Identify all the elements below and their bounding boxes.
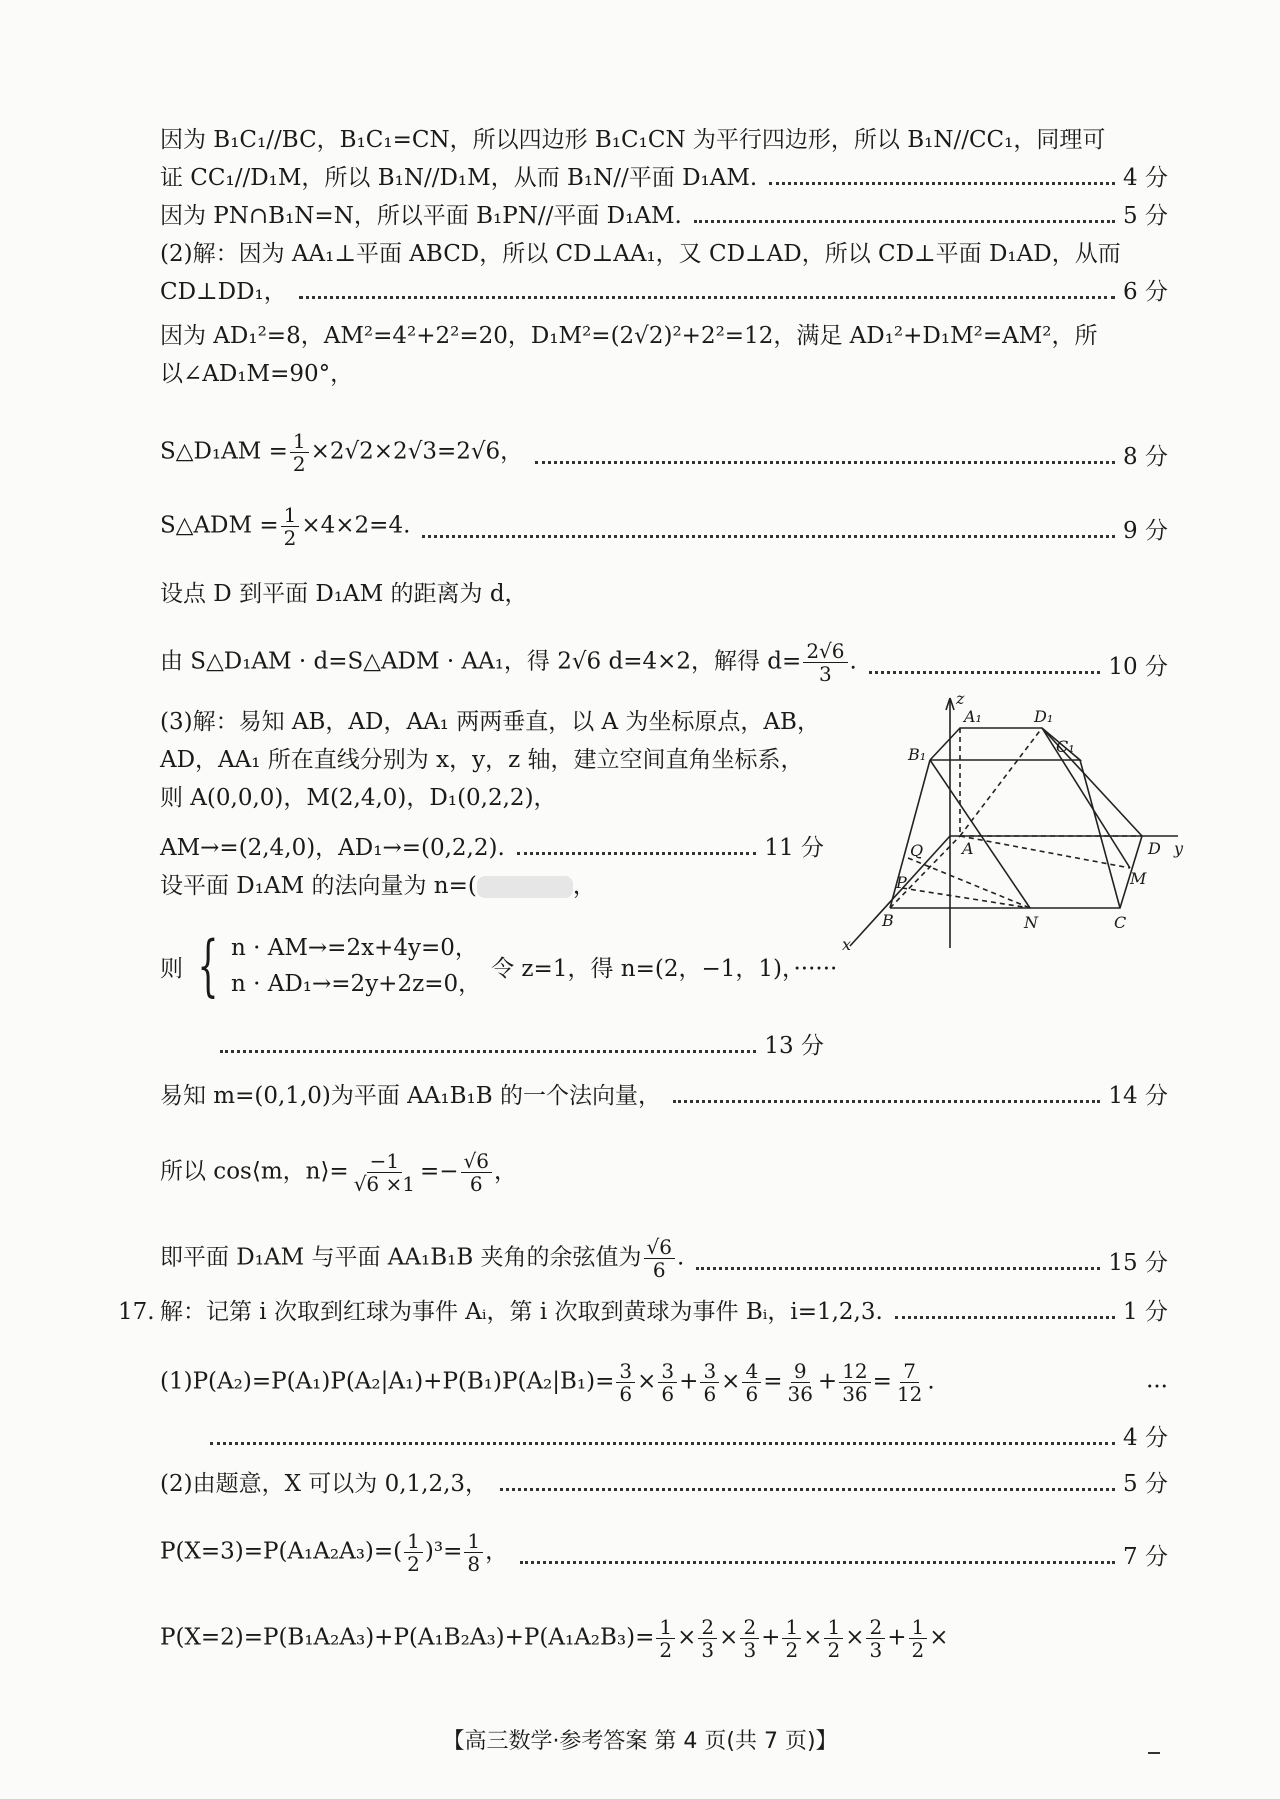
- leader-dots: [696, 1267, 1100, 1270]
- score: 1 分: [1123, 1299, 1168, 1325]
- label-A: A: [962, 839, 974, 858]
- line-2: 证 CC₁//D₁M，所以 B₁N//D₁M，从而 B₁N//平面 D₁AM. 4 分: [160, 160, 1168, 196]
- left-brace: {: [197, 927, 219, 1004]
- line-3: 因为 PN∩B₁N=N，所以平面 B₁PN//平面 D₁AM. 5 分: [160, 198, 1168, 234]
- score: 5 分: [1123, 1471, 1168, 1497]
- segment-AD1: [960, 728, 1042, 836]
- leader-dots: [500, 1488, 1115, 1491]
- fraction: $\frac{√6}{6}$: [461, 1150, 492, 1195]
- fraction: $\frac{4}{6}$: [742, 1360, 761, 1405]
- label-C1: C₁: [1056, 737, 1075, 756]
- label-A1: A₁: [964, 707, 982, 726]
- fraction: $\frac{-1}{√6 \times 1}$: [353, 1149, 415, 1196]
- leader-dots: [869, 671, 1101, 674]
- label-x: x: [842, 935, 852, 954]
- fraction: $\frac{2}{3}$: [740, 1616, 759, 1661]
- label-P: P: [896, 873, 907, 892]
- score: 14 分: [1108, 1083, 1168, 1109]
- label-D1: D₁: [1034, 707, 1054, 726]
- corner-mark: [1148, 1752, 1160, 1754]
- fraction: $\frac{12}{36}$: [839, 1360, 870, 1405]
- line-18: [220, 1028, 824, 1064]
- line-10: 设点 D 到平面 D₁AM 的距离为 d，: [160, 581, 528, 607]
- line-1: 因为 B₁C₁//BC，B₁C₁=CN，所以四边形 B₁C₁CN 为平行四边形，所以 B₁N//CC₁，同理可: [160, 127, 1106, 153]
- line-27: P(X=2)=P(B₁A₂A₃)+P(A₁B₂A₃)+P(A₁A₂B₃)= $\frac{1}{2}$ × $\frac{2}{3}$ × $\frac{2}{3}$ + $\frac{1}{2}$ × $\frac{1}{2}$ × $\frac{2}{3}$ + $\frac{1}{2}$ ×: [160, 1615, 949, 1662]
- blurred-region: [477, 876, 573, 898]
- segment-B1N: [930, 760, 1030, 908]
- fraction: $\frac{1}{2}$: [656, 1616, 675, 1661]
- score: 5 分: [1123, 203, 1168, 229]
- leader-dots: [895, 1316, 1115, 1319]
- label-y: y: [1174, 839, 1184, 858]
- segment-PN: [902, 888, 1030, 908]
- line-23: (1)P(A₂)=P(A₁)P(A₂|A₁)+P(B₁)P(A₂|B₁)= $\frac{3}{6}$ × $\frac{3}{6}$ + $\frac{3}{6}$ × $\frac{4}{6}$ = $\frac{9}{36}$ + $\frac{12}{36}$ = $\frac{7}{12}$ . ···: [160, 1359, 1168, 1406]
- leader-dots: [520, 1561, 1115, 1564]
- line-8: S△D₁AM = $\frac{1}{2}$ ×2√2×2√3=2√6， 8 分: [160, 429, 1168, 476]
- line-12: (3)解：易知 AB，AD，AA₁ 两两垂直，以 A 为坐标原点，AB，: [160, 709, 820, 735]
- line-19: 易知 m=(0,1,0)为平面 AA₁B₁B 的一个法向量， 14 分: [160, 1078, 1168, 1114]
- label-B: B: [882, 911, 894, 930]
- score: 15 分: [1108, 1250, 1168, 1276]
- leader-dots: [769, 182, 1115, 185]
- score: 13 分: [764, 1033, 824, 1059]
- label-Q: Q: [910, 841, 924, 860]
- geometry-figure: [830, 688, 1190, 958]
- leader-dots: [220, 1050, 756, 1053]
- equation-system: 则 { n · AM→=2x+4y=0， n · AD₁→=2y+2z=0， 令 z=1，得 n=(2，−1，1)，······: [160, 927, 838, 1004]
- leader-dots: [535, 461, 1115, 464]
- fraction: $\frac{1}{8}$: [464, 1530, 483, 1575]
- label-D: D: [1148, 839, 1161, 858]
- line-26: P(X=3)=P(A₁A₂A₃)=( $\frac{1}{2}$ )³= $\frac{1}{8}$ ， 7 分: [160, 1529, 1168, 1576]
- leader-dots: [517, 852, 757, 855]
- line-21: 即平面 D₁AM 与平面 AA₁B₁B 夹角的余弦值为 $\frac{√6}{6}$ . 15 分: [160, 1235, 1168, 1282]
- label-z: z: [956, 689, 965, 708]
- line-7: 以∠AD₁M=90°，: [160, 361, 354, 387]
- line-22: 解：记第 i 次取到红球为事件 Aᵢ，第 i 次取到黄球为事件 Bᵢ，i=1,2,3. 1 分: [160, 1294, 1168, 1330]
- fraction: $\frac{7}{12}$: [896, 1359, 923, 1406]
- page-footer: 【高三数学·参考答案 第 4 页(共 7 页)】: [442, 1729, 838, 1754]
- fraction: $\frac{1}{2}$: [404, 1530, 423, 1575]
- score: 8 分: [1123, 444, 1168, 470]
- edge-CC1: [1080, 760, 1120, 908]
- line-4: (2)解：因为 AA₁⊥平面 ABCD，所以 CD⊥AA₁，又 CD⊥AD，所以 CD⊥平面 D₁AD，从而: [160, 241, 1121, 267]
- fraction: $\frac{√6}{6}$: [644, 1236, 675, 1281]
- label-N: N: [1024, 913, 1038, 932]
- fraction: $\frac{3}{6}$: [700, 1360, 719, 1405]
- line-15: AM→=(2,4,0)，AD₁→=(0,2,2). 11 分: [160, 830, 824, 866]
- label-C: C: [1114, 913, 1127, 932]
- leader-dots: [694, 220, 1115, 223]
- fraction: $\frac{3}{6}$: [616, 1360, 635, 1405]
- score: 10 分: [1108, 654, 1168, 680]
- line-16: 设平面 D₁AM 的法向量为 n=( ，: [160, 873, 596, 899]
- line-5: CD⊥DD₁， 6 分: [160, 274, 1168, 310]
- segment-QN: [908, 858, 1030, 908]
- fraction: $\frac{1}{2}$: [782, 1616, 801, 1661]
- label-M: M: [1130, 869, 1147, 888]
- line-14: 则 A(0,0,0)，M(2,4,0)，D₁(0,2,2)，: [160, 785, 557, 811]
- fraction: $\frac{3}{6}$: [658, 1360, 677, 1405]
- line-24: [210, 1420, 1168, 1456]
- line-6: 因为 AD₁²=8，AM²=4²+2²=20，D₁M²=(2√2)²+2²=12，满足 AD₁²+D₁M²=AM²，所: [160, 323, 1098, 349]
- fraction: $\frac{2}{3}$: [866, 1616, 885, 1661]
- fraction: $\frac{1}{2}$: [909, 1616, 928, 1661]
- line-13: AD，AA₁ 所在直线分别为 x，y，z 轴，建立空间直角坐标系，: [160, 747, 804, 773]
- line-25: (2)由题意，X 可以为 0,1,2,3， 5 分: [160, 1466, 1168, 1502]
- line-20: 所以 cos⟨m，n⟩= $\frac{-1}{√6 \times 1}$ =− $\frac{√6}{6}$ ，: [160, 1149, 518, 1196]
- line-9: S△ADM = $\frac{1}{2}$ ×4×2=4. 9 分: [160, 503, 1168, 550]
- score: 7 分: [1123, 1544, 1168, 1570]
- fraction: $\frac{2√6}{3}$: [803, 640, 847, 685]
- fraction: $\frac{1}{2}$: [824, 1616, 843, 1661]
- fraction: $\frac{2}{3}$: [698, 1616, 717, 1661]
- fraction: $\frac{1}{2}$: [290, 430, 309, 475]
- score: 6 分: [1123, 279, 1168, 305]
- line-11: 由 S△D₁AM · d=S△ADM · AA₁，得 2√6 d=4×2，解得 d= $\frac{2√6}{3}$ . 10 分: [160, 639, 1168, 686]
- leader-dots: [210, 1442, 1115, 1445]
- fraction: $\frac{9}{36}$: [787, 1359, 813, 1406]
- leader-dots: [673, 1100, 1100, 1103]
- score: 4 分: [1123, 165, 1168, 191]
- leader-dots: [299, 296, 1115, 299]
- score: 4 分: [1123, 1425, 1168, 1451]
- score: 9 分: [1123, 518, 1168, 544]
- fraction: $\frac{1}{2}$: [281, 504, 300, 549]
- leader-dots: [422, 535, 1115, 538]
- score: 11 分: [764, 835, 824, 861]
- label-B1: B₁: [908, 745, 927, 764]
- question-number: 17.: [118, 1299, 155, 1325]
